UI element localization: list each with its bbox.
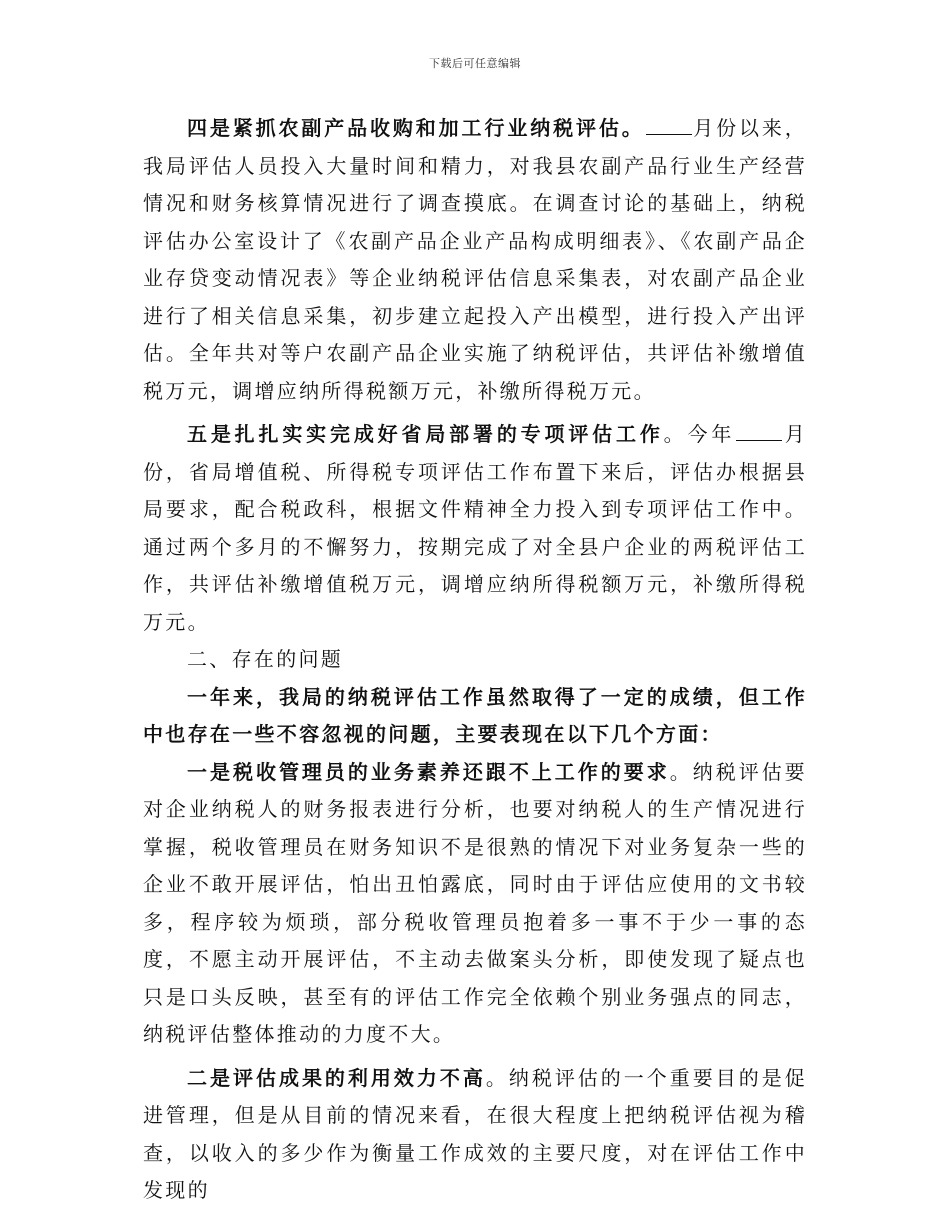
page-header: 下载后可任意编辑: [429, 57, 521, 70]
paragraph-problems-intro: 一年来，我局的纳税评估工作虽然取得了一定的成绩，但工作中也存在一些不容忽视的问题，主要表现在以下几个方面：: [143, 684, 807, 746]
paragraph-text: 。今年: [663, 422, 736, 446]
paragraph-text: 月份，省局增值税、所得税专项评估工作布置下来后，评估办根据县局要求，配合税政科，根据文件精神全力投入到专项评估工作中。通过两个多月的不懈努力，按期完成了对全县户企业的两税评估工作，共评估补缴增值税万元，调增应纳所得税额万元，补缴所得税万元。: [143, 422, 807, 634]
paragraph-lead-bold: 四是紧抓农副产品收购和加工行业纳税评估。: [187, 116, 645, 140]
paragraph-text: 。纳税评估要对企业纳税人的财务报表进行分析，也要对纳税人的生产情况进行掌握，税收管理员在财务知识不是很熟的情况下对业务复杂一些的企业不敢开展评估，怕出丑怕露底，同时由于评估应使用的文书较多，程序较为烦琐，部分税收管理员抱着多一事不于少一事的态度，不愿主动开展评估，不主动去做案头分析，即使发现了疑点也只是口头反映，甚至有的评估工作完全依赖个别业务强点的同志，纳税评估整体推动的力度不大。: [143, 759, 807, 1046]
section-heading-problems: 二、存在的问题: [187, 647, 344, 671]
paragraph-lead-bold: 一是税收管理员的业务素养还跟不上工作的要求: [187, 759, 670, 784]
paragraph-staff-competence: [143, 754, 807, 1054]
fill-in-blank: [646, 118, 692, 135]
paragraph-agri-products-assessment: [143, 110, 807, 410]
paragraph-text: 月份以来，我局评估人员投入大量时间和精力，对我县农副产品行业生产经营情况和财务核算情况进行了调查摸底。在调查讨论的基础上，纳税评估办公室设计了《农副产品企业产品构成明细表》、《农副产品企业存贷变动情况表》等企业纳税评估信息采集表，对农副产品企业进行了相关信息采集，初步建立起投入产出模型，进行投入产出评估。全年共对等户农副产品企业实施了纳税评估，共评估补缴增值税万元，调增应纳所得税额万元，补缴所得税万元。: [143, 116, 808, 403]
paragraph-text: 。纳税评估的一个重要目的是促进管理，但是从目前的情况来看，在很大程度上把纳税评估视为稽查，以收入的多少作为衡量工作成效的主要尺度，对在评估工作中发现的: [143, 1065, 808, 1202]
fill-in-blank: [736, 424, 782, 441]
paragraph-special-assessment: [143, 416, 807, 641]
document-body: [143, 110, 807, 1210]
paragraph-lead-bold: 五是扎扎实实完成好省局部署的专项评估工作: [187, 422, 664, 446]
paragraph-results-utilization: [143, 1060, 807, 1210]
paragraph-lead-bold: 二是评估成果的利用效力不高: [187, 1065, 486, 1090]
